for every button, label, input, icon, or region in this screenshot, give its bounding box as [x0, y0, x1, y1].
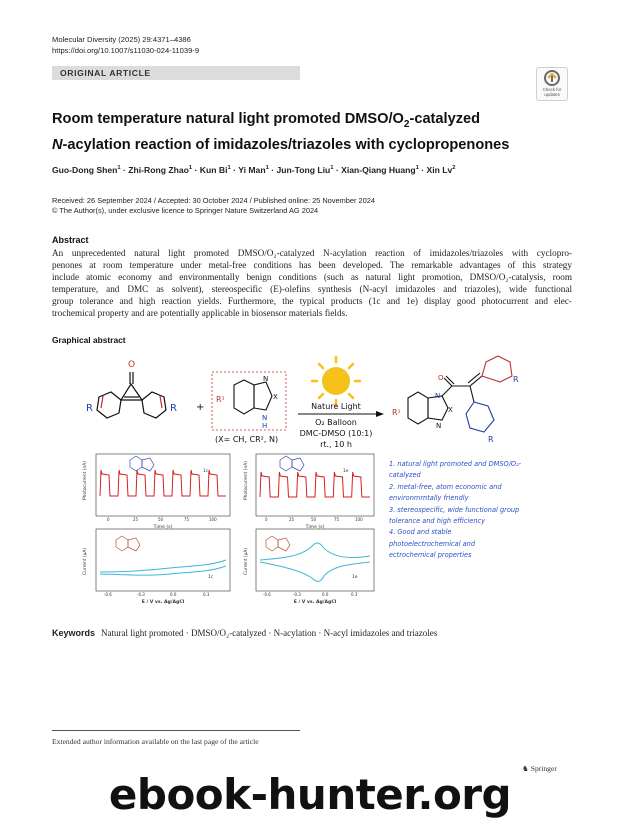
journal-citation: Molecular Diversity (2025) 29:4371–4386: [52, 35, 191, 44]
author-name[interactable]: Xian-Qiang Huang: [341, 165, 416, 175]
tick-label: 0: [107, 517, 110, 522]
photocurrent-ylabel: Photocurrent (nA): [244, 461, 249, 500]
tick-label: 100: [209, 517, 217, 522]
label-r-product-bottom: R: [488, 435, 494, 444]
author-separator: ·: [333, 165, 342, 175]
author-affiliation: 2: [452, 165, 456, 172]
publisher-name: Springer: [530, 764, 557, 773]
point-line: 1. natural light promoted and DMSO/O₂-: [389, 460, 522, 468]
article-type-label: ORIGINAL ARTICLE: [60, 68, 151, 78]
author-name[interactable]: Yi Man: [238, 165, 266, 175]
photocurrent-xlabel: Time (s): [153, 525, 173, 530]
cv-xlabel: E / V vs. Ag/AgCl: [141, 600, 185, 605]
keywords-value: Natural light promoted · DMSO/O₂-catalyzed · N-acylation · N-acyl imidazoles and triazoles: [101, 628, 438, 638]
abstract-heading: Abstract: [52, 235, 89, 245]
label-r-right: R: [170, 403, 177, 414]
label-r-left: R: [86, 403, 93, 414]
cv-ylabel: Current (μA): [244, 547, 249, 575]
molecule-thumbnail: [130, 456, 154, 471]
molecule-thumbnail: [266, 536, 290, 551]
tick-label: 100: [355, 517, 363, 522]
point-line: environmrntally friendly: [389, 494, 469, 503]
label-r-product-top: R: [513, 375, 519, 384]
plus-sign: +: [196, 402, 205, 413]
point-line: 2. metal-free, atom economic and: [389, 482, 502, 491]
label-o-product: O: [438, 374, 444, 382]
label-n-product-2: N: [436, 422, 442, 430]
springer-horse-icon: ♞: [522, 764, 531, 773]
product-structure: [408, 356, 512, 432]
author-affiliation: 1: [330, 165, 334, 172]
graphical-abstract-heading: Graphical abstract: [52, 335, 126, 345]
point-line: catalyzed: [389, 471, 421, 480]
point-line: tolerance and high efficiency: [389, 517, 486, 526]
legend-1e-cv: 1e: [352, 575, 358, 580]
sun-icon: [312, 357, 360, 405]
molecule-thumbnail: [280, 456, 304, 471]
abstract-line: An unprecedented natural light promoted DMSO/O₂-catalyzed N-acylation reaction of imidazoles/triazoles with cyclopro-: [52, 248, 572, 258]
cv-plot-1c: [82, 529, 230, 605]
tick-label: 0: [265, 517, 268, 522]
check-updates-line2: updates: [544, 92, 560, 97]
condition-light: Nature Light: [311, 402, 361, 411]
point-line: 3. stereospecific, wide functional group: [389, 505, 520, 514]
tick-label: 25: [133, 517, 139, 522]
tick-label: -0.6: [104, 592, 112, 597]
cv-xlabel: E / V vs. Ag/AgCl: [293, 600, 337, 605]
tick-label: 0.0: [322, 592, 329, 597]
keywords: [52, 628, 437, 638]
author-affiliation: 1: [117, 165, 121, 172]
legend-1c: 1c: [203, 469, 209, 474]
tick-label: 50: [311, 517, 317, 522]
tick-label: -0.6: [263, 592, 271, 597]
condition-o2: O₂ Balloon: [315, 418, 357, 427]
cv-trace-1c: [100, 560, 226, 575]
tick-label: 0.3: [351, 592, 358, 597]
point-line: 4. Good and stable: [389, 528, 452, 537]
copyright-line: © The Author(s), under exclusive licence to Springer Nature Switzerland AG 2024: [52, 206, 319, 216]
photocurrent-trace-1e: [260, 472, 370, 497]
cv-plot-1e: [243, 529, 374, 605]
tick-label: -0.3: [137, 592, 145, 597]
author-affiliation: 1: [415, 165, 419, 172]
author-name[interactable]: Jun-Tong Liu: [276, 165, 331, 175]
label-n-bottom: N: [262, 414, 268, 422]
author-name[interactable]: Xin Lv: [426, 165, 453, 175]
author-separator: ·: [230, 165, 239, 175]
point-line: photoelectrochemical and: [389, 539, 476, 548]
label-o: O: [128, 360, 136, 370]
tick-label: 0.3: [203, 592, 210, 597]
tick-label: -0.3: [293, 592, 301, 597]
author-separator: ·: [268, 165, 277, 175]
dates-line: Received: 26 September 2024 / Accepted: 30 October 2024 / Published online: 25 November 2024: [52, 196, 375, 205]
reaction-arrowhead: [376, 411, 384, 417]
label-r1-reactant: R¹: [216, 395, 225, 404]
watermark-text: ebook-hunter.org: [108, 770, 512, 819]
label-h: H: [262, 422, 268, 430]
author-affiliation: 1: [188, 165, 193, 172]
tick-label: 50: [158, 517, 164, 522]
abstract-line: group tolerance and high reaction yields. Furthermore, the typical products (1c and 1e) display good photocurrent and elec-: [52, 295, 572, 306]
author-name[interactable]: Kun Bi: [199, 165, 228, 175]
author-affiliation: 1: [265, 165, 269, 172]
footnote-divider: [52, 730, 300, 731]
keywords-label: Keywords: [52, 628, 96, 638]
tick-label: 75: [334, 517, 340, 522]
condition-solvent: DMC-DMSO (10:1): [299, 429, 373, 438]
legend-1c-cv: 1c: [208, 575, 214, 580]
cyclopropenone-structure: [97, 372, 166, 418]
check-updates-line1: Check for: [542, 87, 562, 92]
photocurrent-plot-1e: [243, 454, 374, 530]
tick-label: 25: [289, 517, 295, 522]
molecule-thumbnail: [116, 536, 140, 551]
graphical-abstract-points: [389, 459, 549, 562]
photocurrent-plot-1c: [82, 454, 230, 530]
legend-1e: 1e: [343, 469, 349, 474]
label-x-product: X: [448, 406, 453, 414]
author-name[interactable]: Zhi-Rong Zhao: [128, 165, 189, 175]
author-separator: ·: [192, 165, 200, 175]
footnote: Extended author information available on the last page of the article: [52, 737, 259, 746]
abstract-line: temperature, and DMC as solvent), stereospecific (E)-olefins synthesis (N-acyl imidazoles and triazoles), wide functional: [52, 283, 572, 294]
photocurrent-ylabel: Photocurrent (nA): [83, 461, 88, 500]
cv-ylabel: Current (μA): [83, 547, 88, 575]
abstract-line: penones at room temperature under metal-free conditions has been developed. The remarkable advantages of this strategy: [52, 259, 572, 270]
author-affiliation: 1: [227, 165, 231, 172]
x-definition: (X= CH, CR², N): [215, 435, 279, 444]
title-line1-a: Room temperature natural light promoted DMSO/O: [52, 111, 404, 127]
tick-label: 75: [184, 517, 190, 522]
tick-label: 0.0: [170, 592, 177, 597]
journal-doi[interactable]: https://doi.org/10.1007/s11030-024-11039-9: [52, 46, 200, 55]
abstract-line: include atomic economy and environmentally benign conditions (such as natural light promotion, DMSO/O₂-catalysis, room: [52, 271, 572, 282]
title-line1-b: -catalyzed: [409, 111, 481, 127]
title-line2-rest: -acylation reaction of imidazoles/triazoles with cyclopropenones: [62, 136, 510, 153]
label-n-product: N: [435, 392, 441, 400]
abstract-line: trochemical property and are potentially applicable in biosensor materials fields.: [52, 307, 348, 318]
imidazole-structure: [234, 380, 272, 414]
title-line2-italic: N: [52, 136, 63, 153]
condition-temp-time: rt., 10 h: [320, 440, 352, 449]
author-name[interactable]: Guo-Dong Shen: [52, 165, 118, 175]
label-r1-product: R¹: [392, 408, 401, 417]
title-line1-sub: 2: [403, 118, 410, 130]
label-n-top: N: [263, 375, 269, 383]
author-separator: ·: [120, 165, 129, 175]
label-x-reactant: X: [273, 393, 278, 401]
photocurrent-xlabel: Time (s): [305, 525, 325, 530]
author-separator: ·: [418, 165, 427, 175]
point-line: ectrochemical properties: [389, 551, 472, 560]
